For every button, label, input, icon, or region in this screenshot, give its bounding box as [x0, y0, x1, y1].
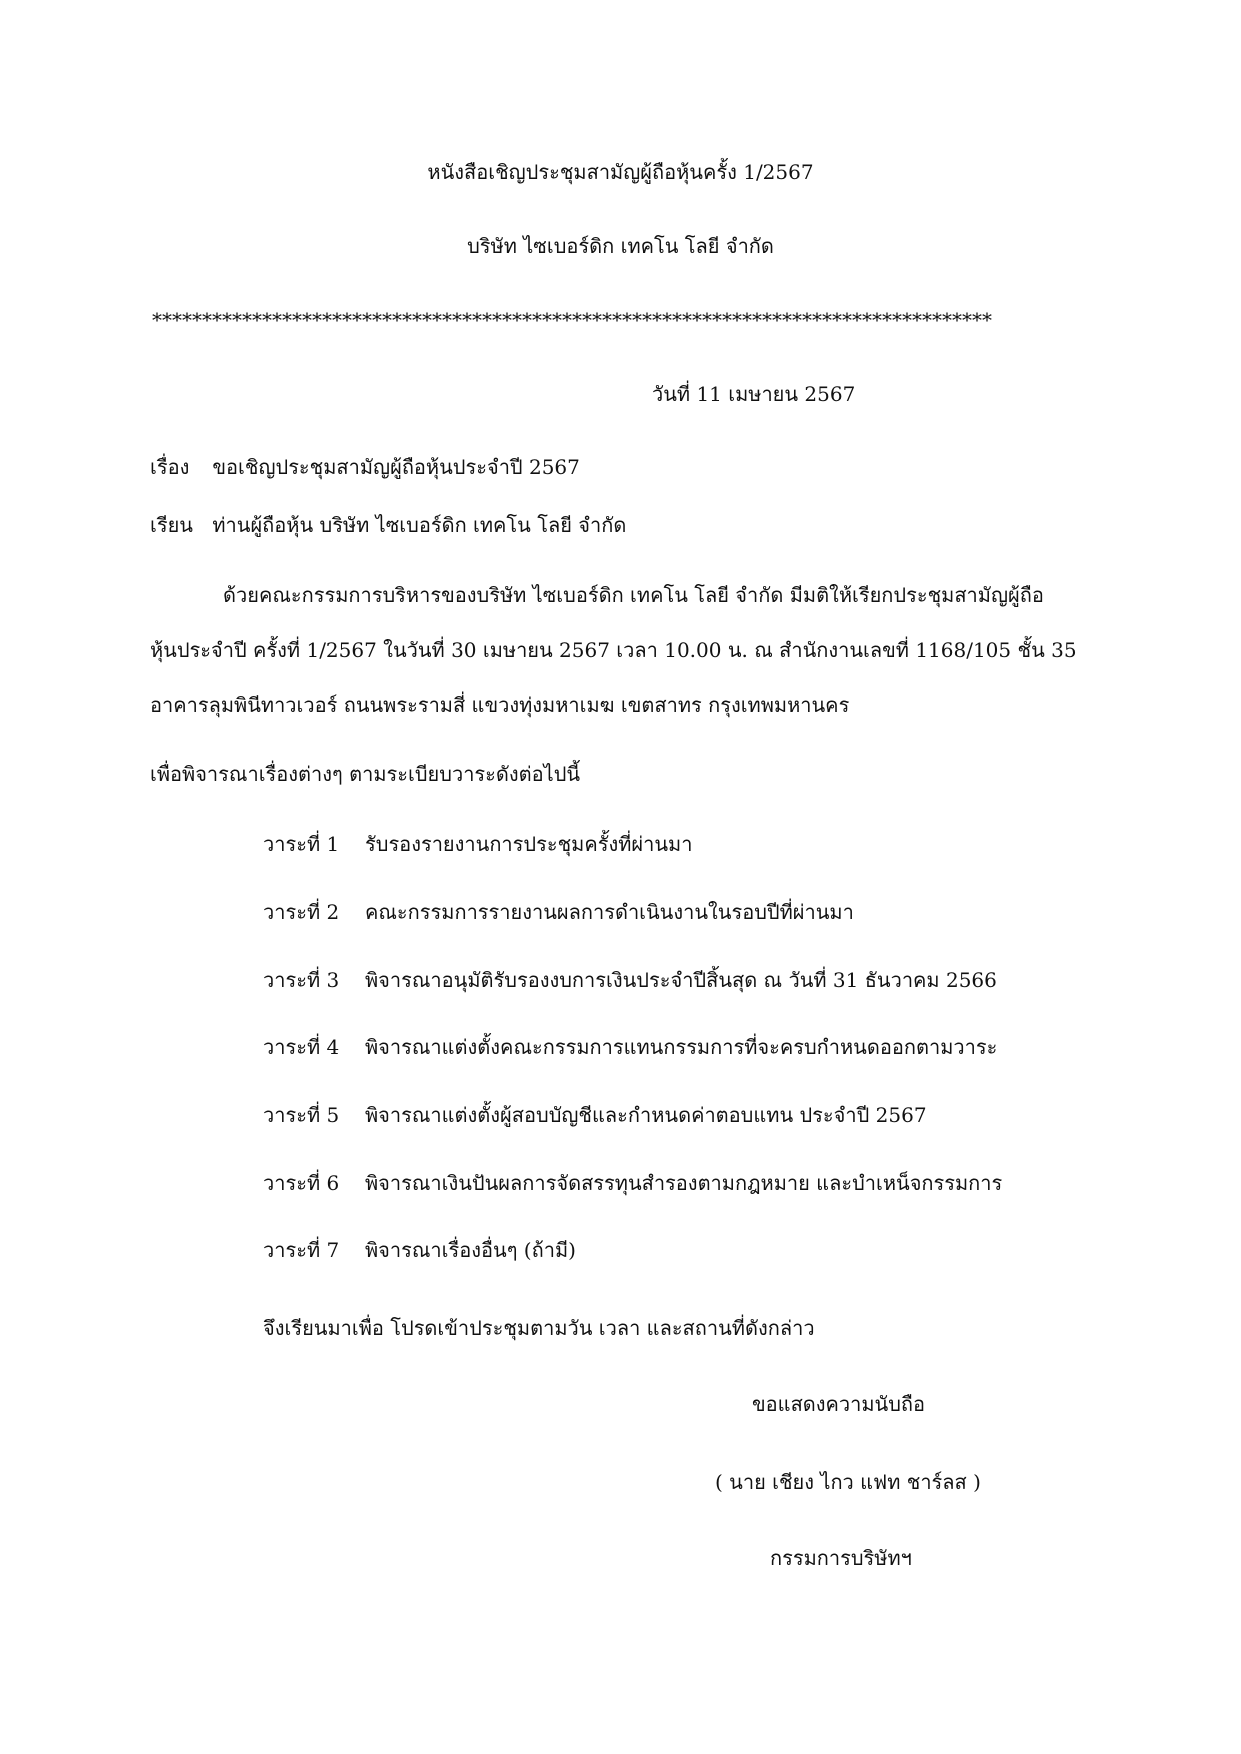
- subject-label: เรื่อง: [150, 455, 190, 479]
- agenda-text: พิจารณาอนุมัติรับรองงบการเงินประจำปีสิ้นสุด ณ วันที่ 31 ธันวาคม 2566: [365, 968, 997, 992]
- agenda-number: วาระที่ 2: [263, 900, 340, 924]
- agenda-text: พิจารณาแต่งตั้งคณะกรรมการแทนกรรมการที่จะครบกำหนดออกตามวาระ: [365, 1035, 998, 1059]
- agenda-text: พิจารณาเงินปันผลการจัดสรรทุนสำรองตามกฎหมาย และบำเหน็จกรรมการ: [365, 1171, 1003, 1195]
- recipient-line: [150, 515, 626, 535]
- agenda-item: [263, 834, 692, 854]
- agenda-item: [263, 1105, 927, 1125]
- letter-title: หนังสือเชิญประชุมสามัญผู้ถือหุ้นครั้ง 1/2567: [427, 160, 814, 184]
- agenda-number: วาระที่ 4: [263, 1035, 340, 1059]
- body-line-2: หุ้นประจำปี ครั้งที่ 1/2567 ในวันที่ 30 เมษายน 2567 เวลา 10.00 น. ณ สำนักงานเลขที่ 1168/105 ชั้น 35: [150, 638, 1077, 662]
- body-line-3: อาคารลุมพินีทาวเวอร์ ถนนพระรามสี่ แขวงทุ่งมหาเมฆ เขตสาทร กรุงเทพมหานคร: [150, 693, 850, 717]
- body-line-4: เพื่อพิจารณาเรื่องต่างๆ ตามระเบียบวาระดังต่อไปนี้: [150, 762, 581, 786]
- agenda-number: วาระที่ 3: [263, 968, 340, 992]
- agenda-text: คณะกรรมการรายงานผลการดำเนินงานในรอบปีที่ผ่านมา: [365, 900, 854, 924]
- subject-text: ขอเชิญประชุมสามัญผู้ถือหุ้นประจำปี 2567: [212, 455, 580, 479]
- separator-line: ************************************************************************************: [152, 310, 992, 330]
- closing-line: จึงเรียนมาเพื่อ โปรดเข้าประชุมตามวัน เวลา และสถานที่ดังกล่าว: [263, 1316, 815, 1340]
- agenda-number: วาระที่ 5: [263, 1103, 340, 1127]
- agenda-item: [263, 1173, 1002, 1193]
- agenda-item: [263, 970, 997, 990]
- signature-name: ( นาย เชียง ไกว แฟท ชาร์ลส ): [715, 1470, 981, 1494]
- agenda-number: วาระที่ 1: [263, 832, 340, 856]
- agenda-text: พิจารณาแต่งตั้งผู้สอบบัญชีและกำหนดค่าตอบแทน ประจำปี 2567: [365, 1103, 927, 1127]
- agenda-number: วาระที่ 6: [263, 1171, 340, 1195]
- agenda-item: [263, 1037, 997, 1057]
- agenda-item: [263, 1240, 576, 1260]
- signature-position: กรรมการบริษัทฯ: [770, 1546, 912, 1570]
- agenda-text: พิจารณาเรื่องอื่นๆ (ถ้ามี): [365, 1238, 576, 1262]
- company-name: บริษัท ไซเบอร์ดิก เทคโน โลยี จำกัด: [467, 234, 774, 258]
- recipient-text: ท่านผู้ถือหุ้น บริษัท ไซเบอร์ดิก เทคโน โลยี จำกัด: [212, 513, 627, 537]
- agenda-number: วาระที่ 7: [263, 1238, 340, 1262]
- letter-date: วันที่ 11 เมษายน 2567: [652, 382, 856, 406]
- signature-regards: ขอแสดงความนับถือ: [752, 1392, 926, 1416]
- subject-line: [150, 457, 580, 477]
- body-line-1: ด้วยคณะกรรมการบริหารของบริษัท ไซเบอร์ดิก เทคโน โลยี จำกัด มีมติให้เรียกประชุมสามัญผู้ถือ: [223, 583, 1044, 607]
- agenda-item: [263, 902, 854, 922]
- recipient-label: เรียน: [150, 513, 193, 537]
- agenda-text: รับรองรายงานการประชุมครั้งที่ผ่านมา: [365, 832, 693, 856]
